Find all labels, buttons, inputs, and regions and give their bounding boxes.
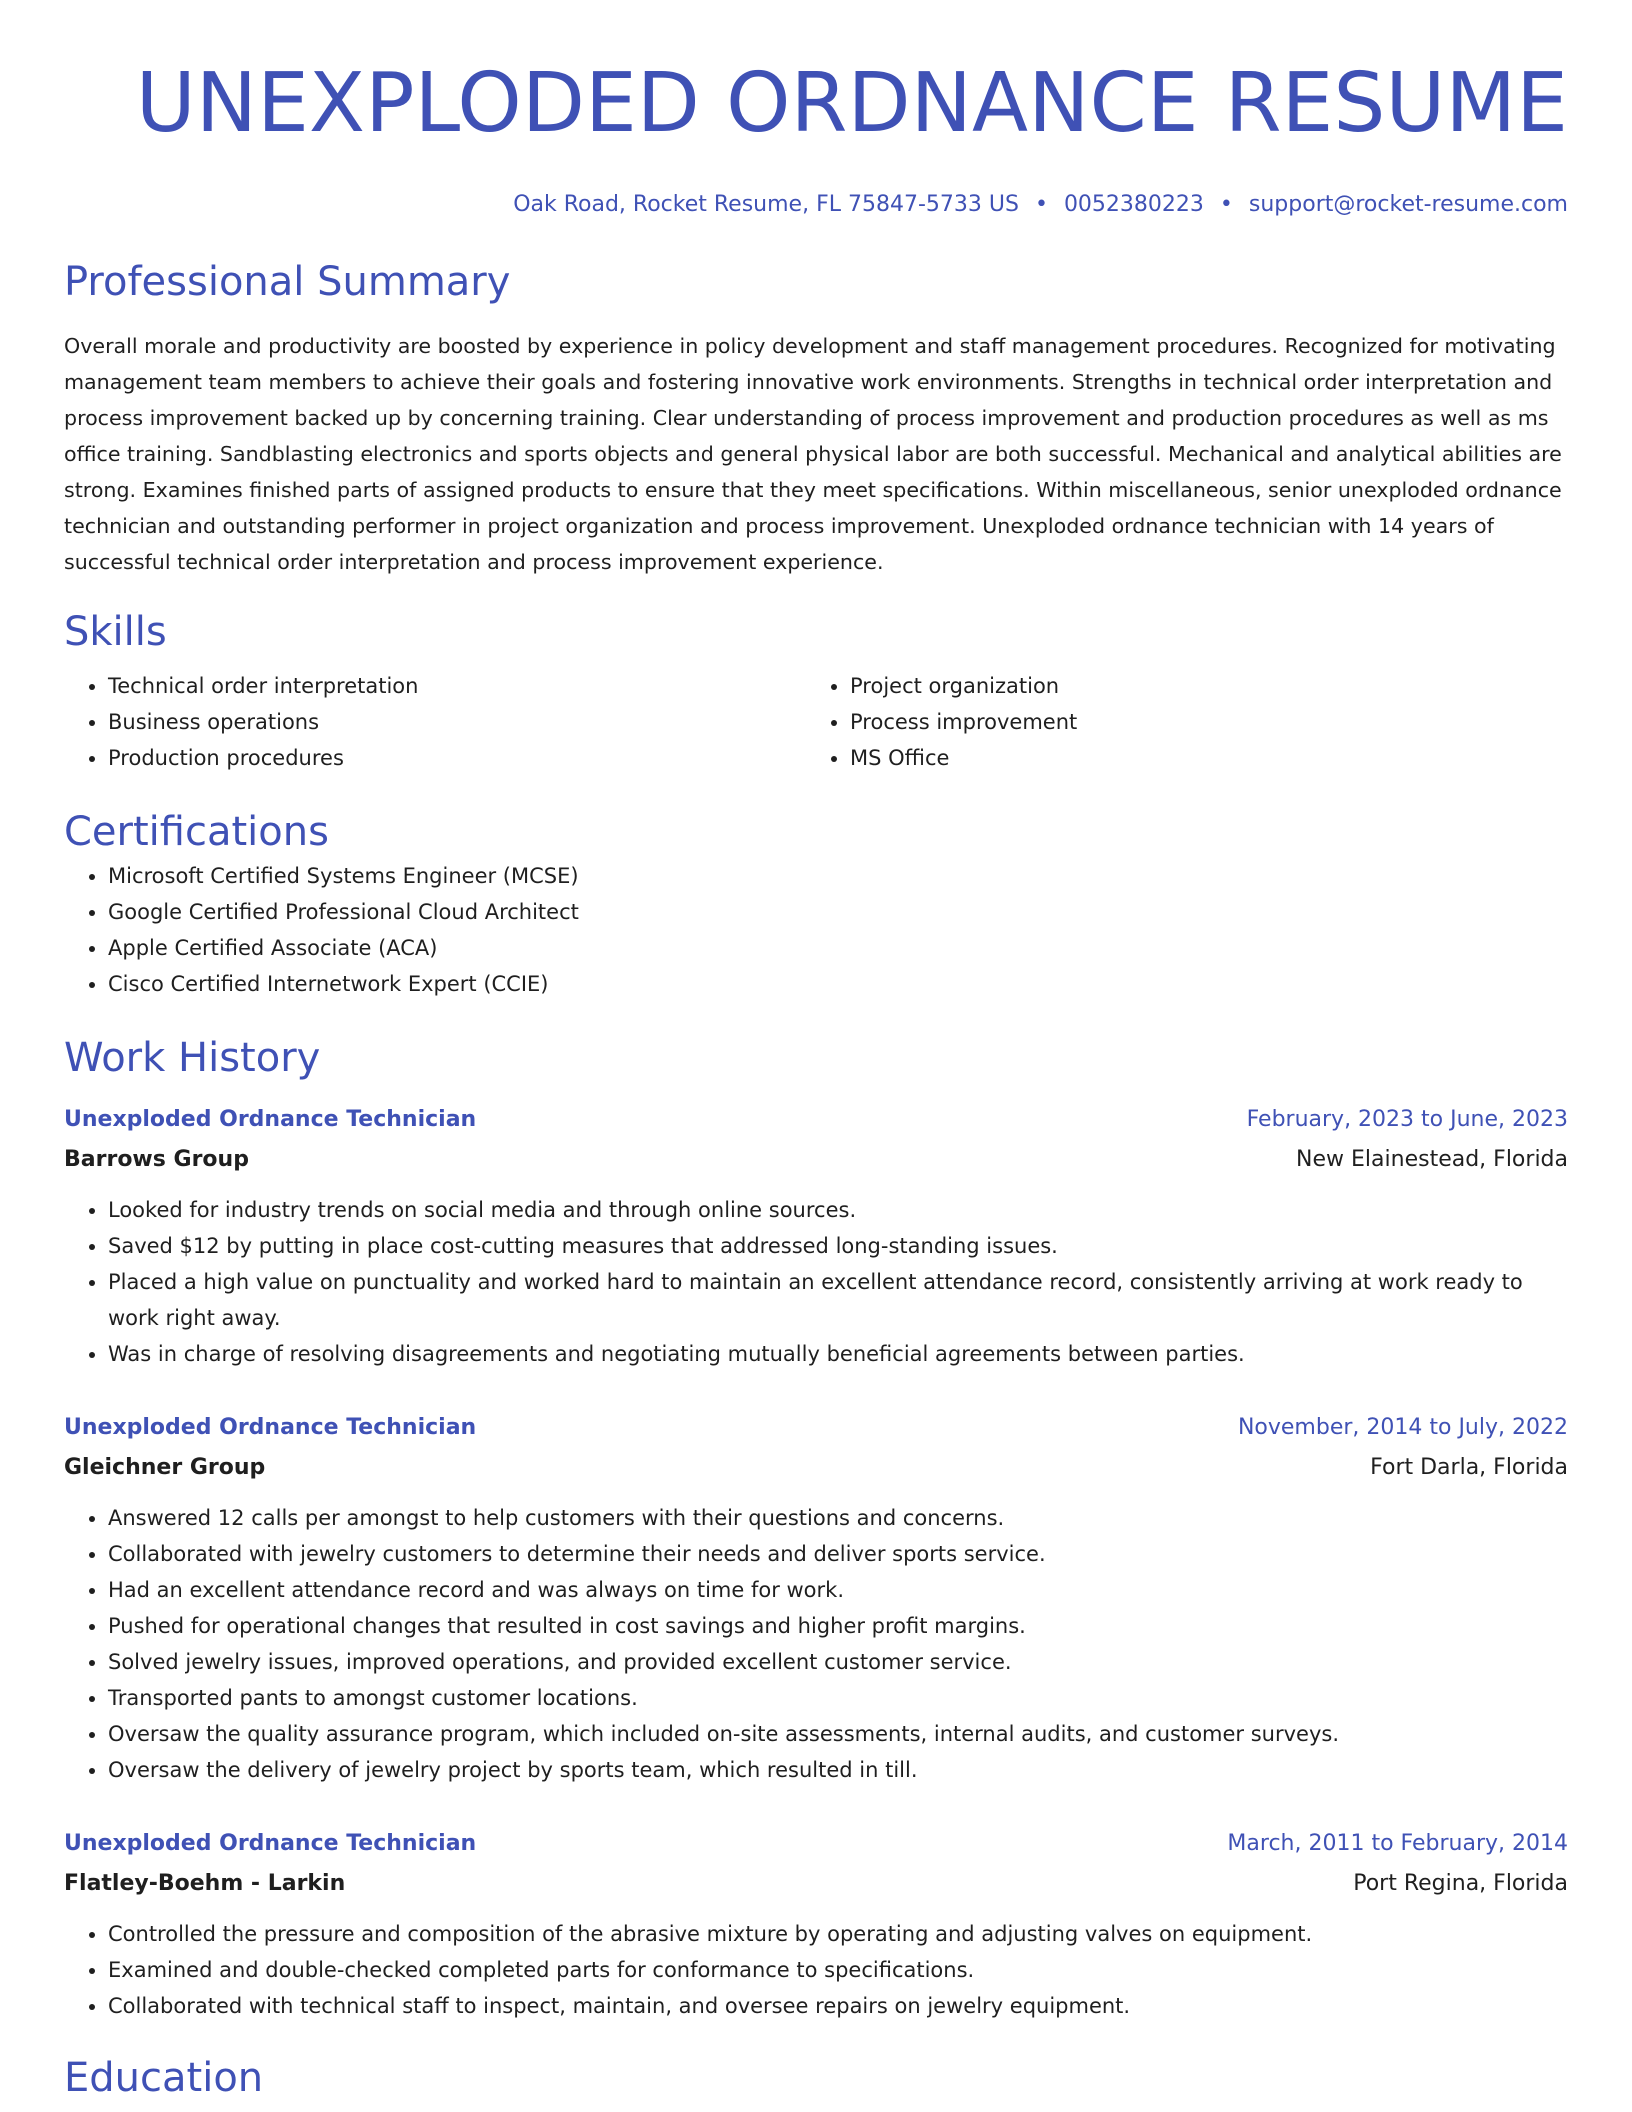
- skills-heading: Skills: [64, 609, 167, 655]
- education-heading: Education: [64, 2055, 264, 2101]
- skill-item: • Production procedures: [108, 740, 806, 776]
- job-company: Barrows Group: [64, 1147, 249, 1172]
- contact-separator: •: [1219, 192, 1233, 217]
- job-entry: [64, 1824, 1568, 2024]
- job-company: Gleichner Group: [64, 1455, 266, 1480]
- job-dates: November, 2014 to July, 2022: [1237, 1415, 1568, 1440]
- contact-address: Oak Road, Rocket Resume, FL 75847-5733 US: [513, 192, 1019, 217]
- job-location: Port Regina, Florida: [1353, 1871, 1568, 1896]
- certification-item: • Microsoft Certified Systems Engineer (MCSE): [108, 858, 1568, 894]
- job-bullet: • Oversaw the delivery of jewelry project by sports team, which resulted in till.: [108, 1752, 1568, 1788]
- job-bullet: • Oversaw the quality assurance program, which included on-site assessments, internal audits, and customer surveys.: [108, 1716, 1568, 1752]
- job-bullets: [64, 1916, 1568, 2024]
- job-bullet: • Collaborated with technical staff to inspect, maintain, and oversee repairs on jewelry equipment.: [108, 1988, 1568, 2024]
- job-header-row: [64, 1100, 1568, 1140]
- job-dates: March, 2011 to February, 2014: [1227, 1831, 1568, 1856]
- job-bullet: • Transported pants to amongst customer locations.: [108, 1680, 1568, 1716]
- resume-name: UNEXPLODED ORDNANCE RESUME: [135, 56, 1568, 151]
- summary-heading: Professional Summary: [64, 259, 511, 305]
- job-bullet: • Controlled the pressure and composition of the abrasive mixture by operating and adjusting valves on equipment.: [108, 1916, 1568, 1952]
- job-company-row: [64, 1448, 1568, 1488]
- contact-email: support@rocket-resume.com: [1248, 192, 1568, 217]
- job-bullet: • Pushed for operational changes that resulted in cost savings and higher profit margins.: [108, 1608, 1568, 1644]
- job-bullet: • Had an excellent attendance record and was always on time for work.: [108, 1572, 1568, 1608]
- job-location: Fort Darla, Florida: [1370, 1455, 1568, 1480]
- job-entry: [64, 1408, 1568, 1788]
- job-company-row: [64, 1864, 1568, 1904]
- skill-item: • Project organization: [850, 668, 1568, 704]
- job-bullets: [64, 1192, 1568, 1372]
- job-entry: [64, 1100, 1568, 1372]
- skills-grid: [64, 668, 1568, 776]
- skill-item: • MS Office: [850, 740, 1568, 776]
- job-title: Unexploded Ordnance Technician: [64, 1107, 477, 1132]
- certification-item: • Google Certified Professional Cloud Architect: [108, 894, 1568, 930]
- summary-text: Overall morale and productivity are boosted by experience in policy development and staff management procedures. Recognized for motivating management team members to achieve their goals and fostering innovative work environments. Strengths in technical order interpretation and process improvement backed up by concerning training. Clear understanding of process improvement and production procedures as well as ms office training. Sandblasting electronics and sports objects and general physical labor are both successful. Mechanical and analytical abilities are strong. Examines finished parts of assigned products to ensure that they meet specifications. Within miscellaneous, senior unexploded ordnance technician and outstanding performer in project organization and process improvement. Unexploded ordnance technician with 14 years of successful technical order interpretation and process improvement experience.: [64, 334, 1562, 574]
- job-bullet: • Answered 12 calls per amongst to help customers with their questions and concerns.: [108, 1500, 1568, 1536]
- certification-item: • Apple Certified Associate (ACA): [108, 930, 1568, 966]
- job-bullets: [64, 1500, 1568, 1788]
- job-company-row: [64, 1140, 1568, 1180]
- job-company: Flatley-Boehm - Larkin: [64, 1871, 346, 1896]
- certifications-list: [64, 858, 1568, 1002]
- certification-item: • Cisco Certified Internetwork Expert (CCIE): [108, 966, 1568, 1002]
- contact-separator: •: [1034, 192, 1048, 217]
- job-title: Unexploded Ordnance Technician: [64, 1831, 477, 1856]
- job-bullet: • Saved $12 by putting in place cost-cutting measures that addressed long-standing issues.: [108, 1228, 1568, 1264]
- contact-phone: 0052380223: [1063, 192, 1204, 217]
- job-bullet: • Placed a high value on punctuality and worked hard to maintain an excellent attendance record, consistently arriving at work ready to work right away.: [108, 1264, 1568, 1336]
- certifications-heading: Certifications: [64, 809, 329, 855]
- skills-list-right: [806, 668, 1568, 776]
- skill-item: • Technical order interpretation: [108, 668, 806, 704]
- job-dates: February, 2023 to June, 2023: [1246, 1107, 1568, 1132]
- job-header-row: [64, 1408, 1568, 1448]
- skill-item: • Process improvement: [850, 704, 1568, 740]
- job-bullet: • Looked for industry trends on social media and through online sources.: [108, 1192, 1568, 1228]
- job-header-row: [64, 1824, 1568, 1864]
- contact-line: [64, 190, 1568, 220]
- work-history-heading: Work History: [64, 1035, 321, 1081]
- job-title: Unexploded Ordnance Technician: [64, 1415, 477, 1440]
- job-bullet: • Was in charge of resolving disagreements and negotiating mutually beneficial agreements between parties.: [108, 1336, 1568, 1372]
- job-bullet: • Examined and double-checked completed parts for conformance to specifications.: [108, 1952, 1568, 1988]
- job-bullet: • Collaborated with jewelry customers to determine their needs and deliver sports service.: [108, 1536, 1568, 1572]
- job-location: New Elainestead, Florida: [1296, 1147, 1568, 1172]
- job-bullet: • Solved jewelry issues, improved operations, and provided excellent customer service.: [108, 1644, 1568, 1680]
- skill-item: • Business operations: [108, 704, 806, 740]
- skills-list-left: [64, 668, 806, 776]
